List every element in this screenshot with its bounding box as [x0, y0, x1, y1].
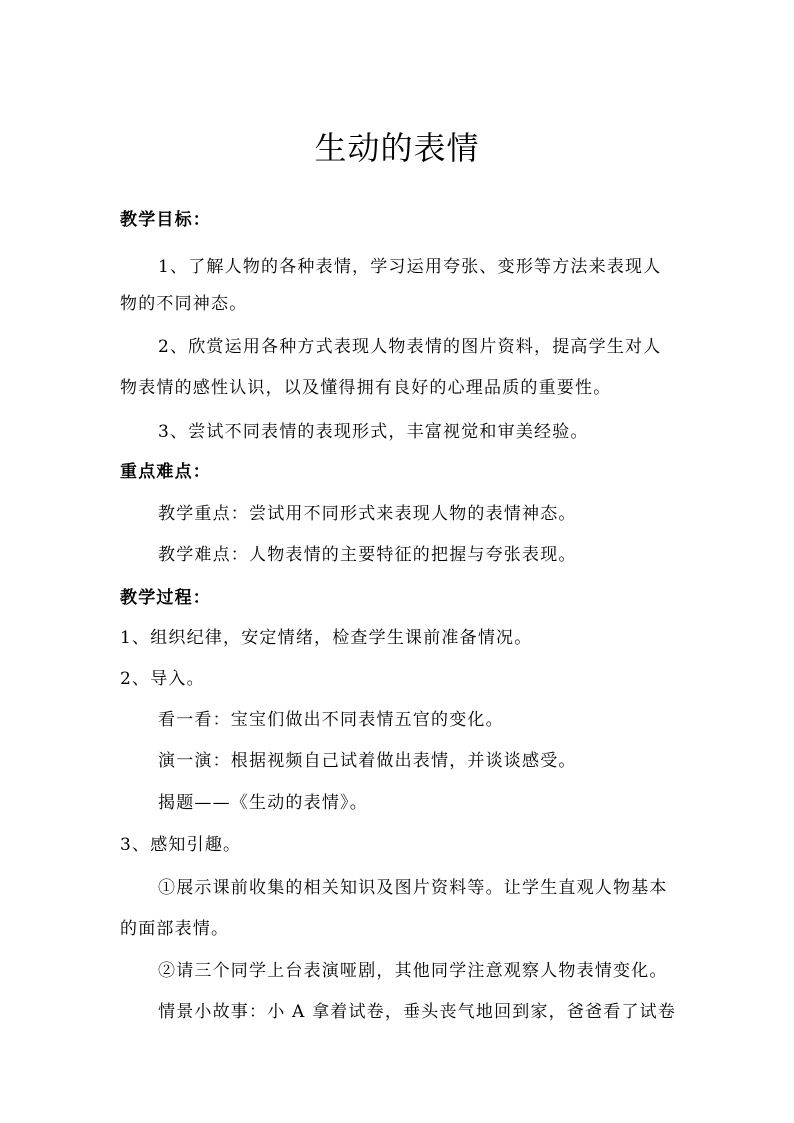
objective-1-line-2: 物的不同神态。 — [120, 294, 248, 314]
step-3-item-1-line-2: 的面部表情。 — [120, 919, 230, 939]
step-2-act: 演一演：根据视频自己试着做出表情，并谈谈感受。 — [158, 751, 577, 771]
document-title: 生动的表情 — [314, 129, 480, 167]
step-3-item-1-line-1: ①展示课前收集的相关知识及图片资料等。让学生直观人物基本 — [158, 878, 668, 898]
step-1: 1、组织纪律，安定情绪，检查学生课前准备情况。 — [120, 628, 533, 648]
difficult-point: 教学难点：人物表情的主要特征的把握与夸张表现。 — [158, 545, 577, 565]
step-2-look: 看一看：宝宝们做出不同表情五官的变化。 — [158, 710, 504, 730]
step-2: 2、导入。 — [120, 669, 205, 689]
objectives-heading: 教学目标： — [120, 210, 211, 230]
key-points-heading: 重点难点： — [120, 462, 211, 482]
step-2-reveal: 揭题——《生动的表情》。 — [158, 793, 368, 813]
process-heading: 教学过程： — [120, 588, 211, 608]
objective-3: 3、尝试不同表情的表现形式，丰富视觉和审美经验。 — [158, 422, 589, 442]
step-3-item-2: ②请三个同学上台表演哑剧，其他同学注意观察人物表情变化。 — [158, 961, 668, 981]
objective-2-line-1: 2、欣赏运用各种方式表现人物表情的图片资料，提高学生对人 — [158, 337, 662, 357]
story-line: 情景小故事：小 A 拿着试卷，垂头丧气地回到家，爸爸看了试卷 — [158, 1002, 677, 1022]
objective-1-line-1: 1、了解人物的各种表情，学习运用夸张、变形等方法来表现人 — [158, 257, 662, 277]
key-point: 教学重点：尝试用不同形式来表现人物的表情神态。 — [158, 504, 577, 524]
objective-2-line-2: 物表情的感性认识，以及懂得拥有良好的心理品质的重要性。 — [120, 378, 612, 398]
step-3: 3、感知引趣。 — [120, 835, 242, 855]
